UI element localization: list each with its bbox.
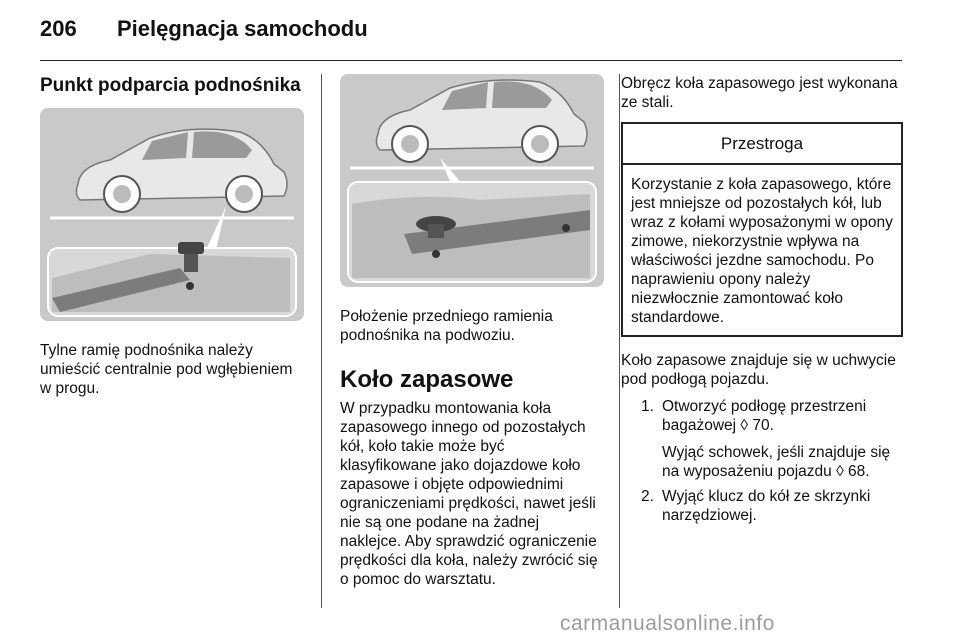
step-number: 1. bbox=[641, 398, 654, 415]
watermark: carmanualsonline.info bbox=[560, 612, 775, 635]
column-right bbox=[621, 74, 903, 525]
column-divider bbox=[619, 74, 620, 608]
car-jack-rear-illustration bbox=[40, 108, 304, 321]
page-title: Pielęgnacja samochodu bbox=[117, 16, 368, 41]
rear-jack-caption: Tylne ramię podnośnika należy umieścić centralnie pod wgłębieniem w progu. bbox=[40, 342, 293, 397]
column-divider bbox=[321, 74, 322, 608]
spare-wheel-body: W przypadku montowania koła zapasowego innego od pozostałych kół, koło takie może być klasyfikowane jako dojazdowe koło zapasowe i objęte odpowiednimi ograniczeniami prędkości, nawet jeśli nie są one podane na żadnej naklejce. Aby sprawdzić ograniczenie prędkości dla koła, należy zwrócić się o pomoc do warsztatu. bbox=[340, 400, 598, 588]
list-item bbox=[621, 397, 903, 481]
spare-wheel-heading: Koło zapasowe bbox=[340, 366, 514, 393]
car-jack-front-illustration bbox=[340, 74, 604, 287]
page-number: 206 bbox=[40, 16, 77, 41]
jack-point-heading: Punkt podparcia podnośnika bbox=[40, 75, 301, 96]
rim-material-text: Obręcz koła zapasowego jest wykonana ze stali. bbox=[621, 75, 898, 111]
step-subtext: Wyjąć schowek, jeśli znajduje się na wyposażeniu pojazdu ◊ 68. bbox=[662, 444, 891, 480]
step-number: 2. bbox=[641, 488, 654, 505]
spare-location-text: Koło zapasowe znajduje się w uchwycie pod podłogą pojazdu. bbox=[621, 352, 896, 388]
caution-body: Korzystanie z koła zapasowego, które jest mniejsze od pozostałych kół, lub wraz z kołami wyposażonymi w opony zimowe, niekorzystnie wpływa na właściwości jezdne samochodu. Po naprawieniu opony należy niezwłocznie zamontować koło standardowe. bbox=[631, 176, 893, 326]
column-left bbox=[40, 74, 304, 398]
caution-box bbox=[621, 122, 903, 337]
step-text: Wyjąć klucz do kół ze skrzynki narzędziowej. bbox=[662, 488, 871, 524]
page-header bbox=[40, 14, 902, 61]
steps-list bbox=[621, 397, 903, 525]
step-text: Otworzyć podłogę przestrzeni bagażowej ◊ 70. bbox=[662, 398, 867, 434]
caution-title: Przestroga bbox=[623, 124, 901, 165]
list-item bbox=[621, 487, 903, 525]
front-jack-caption: Położenie przedniego ramienia podnośnika na podwoziu. bbox=[340, 308, 553, 344]
column-middle bbox=[340, 74, 604, 589]
